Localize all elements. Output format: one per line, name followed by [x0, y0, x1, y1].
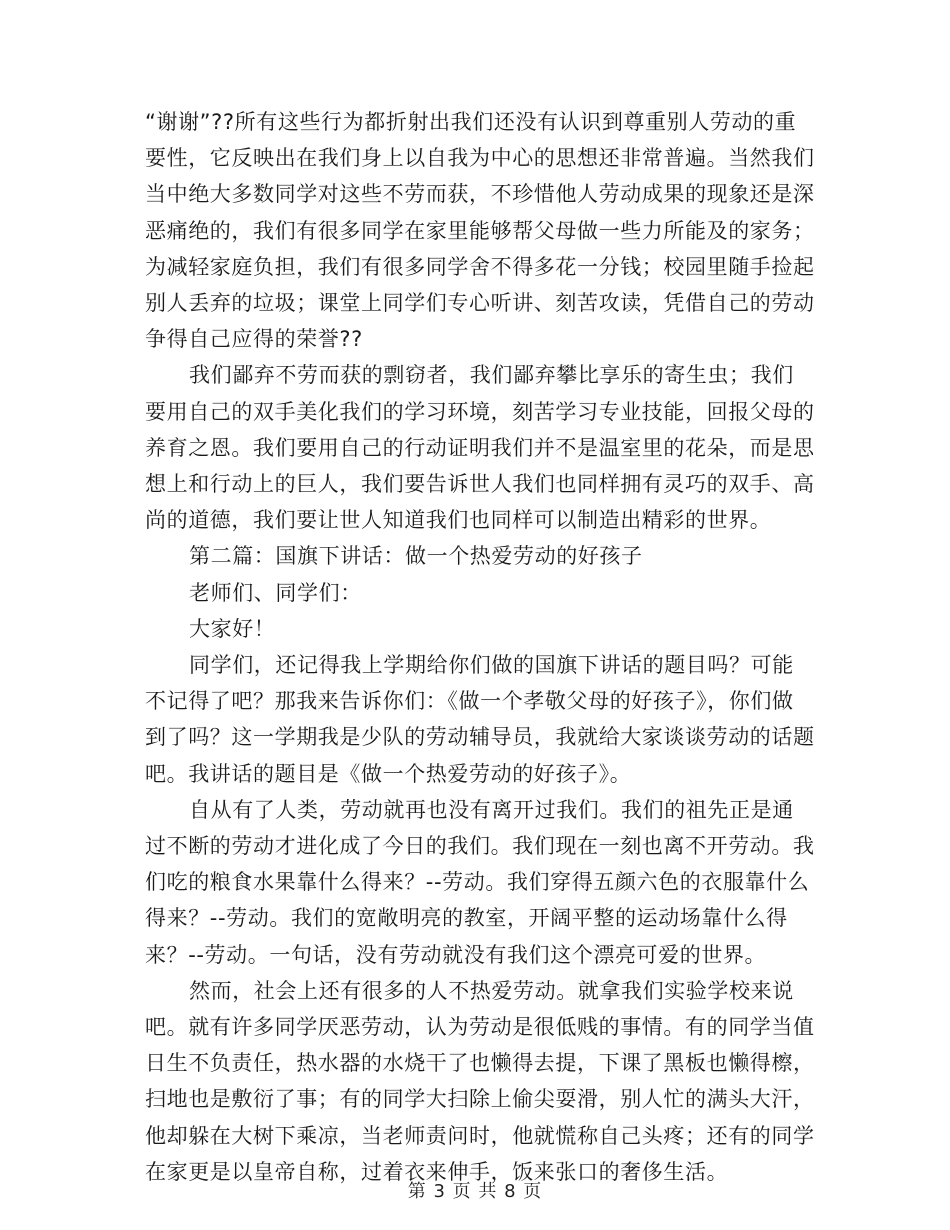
- paragraph: 同学们，还记得我上学期给你们做的国旗下讲话的题目吗？可能不记得了吧？那我来告诉你们：《做一个孝敬父母的好孩子》，你们做到了吗？这一学期我是少队的劳动辅导员，我就给大家谈谈劳动的话题吧。我讲话的题目是《做一个热爱劳动的好孩子》。: [145, 653, 815, 786]
- salutation: 老师们、同学们：: [189, 580, 362, 605]
- paragraph: 我们鄙弃不劳而获的剽窃者，我们鄙弃攀比享乐的寄生虫；我们要用自己的双手美化我们的学习环境，刻苦学习专业技能，回报父母的养育之恩。我们要用自己的行动证明我们并不是温室里的花朵，而是思想上和行动上的巨人，我们要告诉世人我们也同样拥有灵巧的双手、高尚的道德，我们要让世人知道我们也同样可以制造出精彩的世界。: [145, 363, 815, 533]
- paragraph: 自从有了人类，劳动就再也没有离开过我们。我们的祖先正是通过不断的劳动才进化成了今日的我们。我们现在一刻也离不开劳动。我们吃的粮食水果靠什么得来？--劳动。我们穿得五颜六色的衣服靠什么得来？--劳动。我们的宽敞明亮的教室，开阔平整的运动场靠什么得来？--劳动。一句话，没有劳动就没有我们这个漂亮可爱的世界。: [145, 797, 815, 967]
- greeting: 大家好！: [189, 616, 276, 641]
- paragraph-continuation: “谢谢”??所有这些行为都折射出我们还没有认识到尊重别人劳动的重要性，它反映出在我们身上以自我为中心的思想还非常普遍。当然我们当中绝大多数同学对这些不劳而获，不珍惜他人劳动成果的现象还是深恶痛绝的，我们有很多同学在家里能够帮父母做一些力所能及的家务；为减轻家庭负担，我们有很多同学舍不得多花一分钱；校园里随手捡起别人丢弃的垃圾；课堂上同学们专心听讲、刻苦攻读，凭借自己的劳动争得自己应得的荣誉??: [145, 110, 815, 352]
- document-body: [145, 104, 815, 1190]
- paragraph: 然而，社会上还有很多的人不热爱劳动。就拿我们实验学校来说吧。就有许多同学厌恶劳动，认为劳动是很低贱的事情。有的同学当值日生不负责任，热水器的水烧干了也懒得去提，下课了黑板也懒得檫，扫地也是敷衍了事；有的同学大扫除上偷尖耍滑，别人忙的满头大汗，他却躲在大树下乘凉，当老师责问时，他就慌称自己头疼；还有的同学在家更是以皇帝自称，过着衣来伸手，饭来张口的奢侈生活。: [145, 978, 815, 1184]
- section-heading: 第二篇：国旗下讲话：做一个热爱劳动的好孩子: [189, 544, 643, 569]
- page-number-footer: 第 3 页 共 8 页: [407, 1181, 543, 1202]
